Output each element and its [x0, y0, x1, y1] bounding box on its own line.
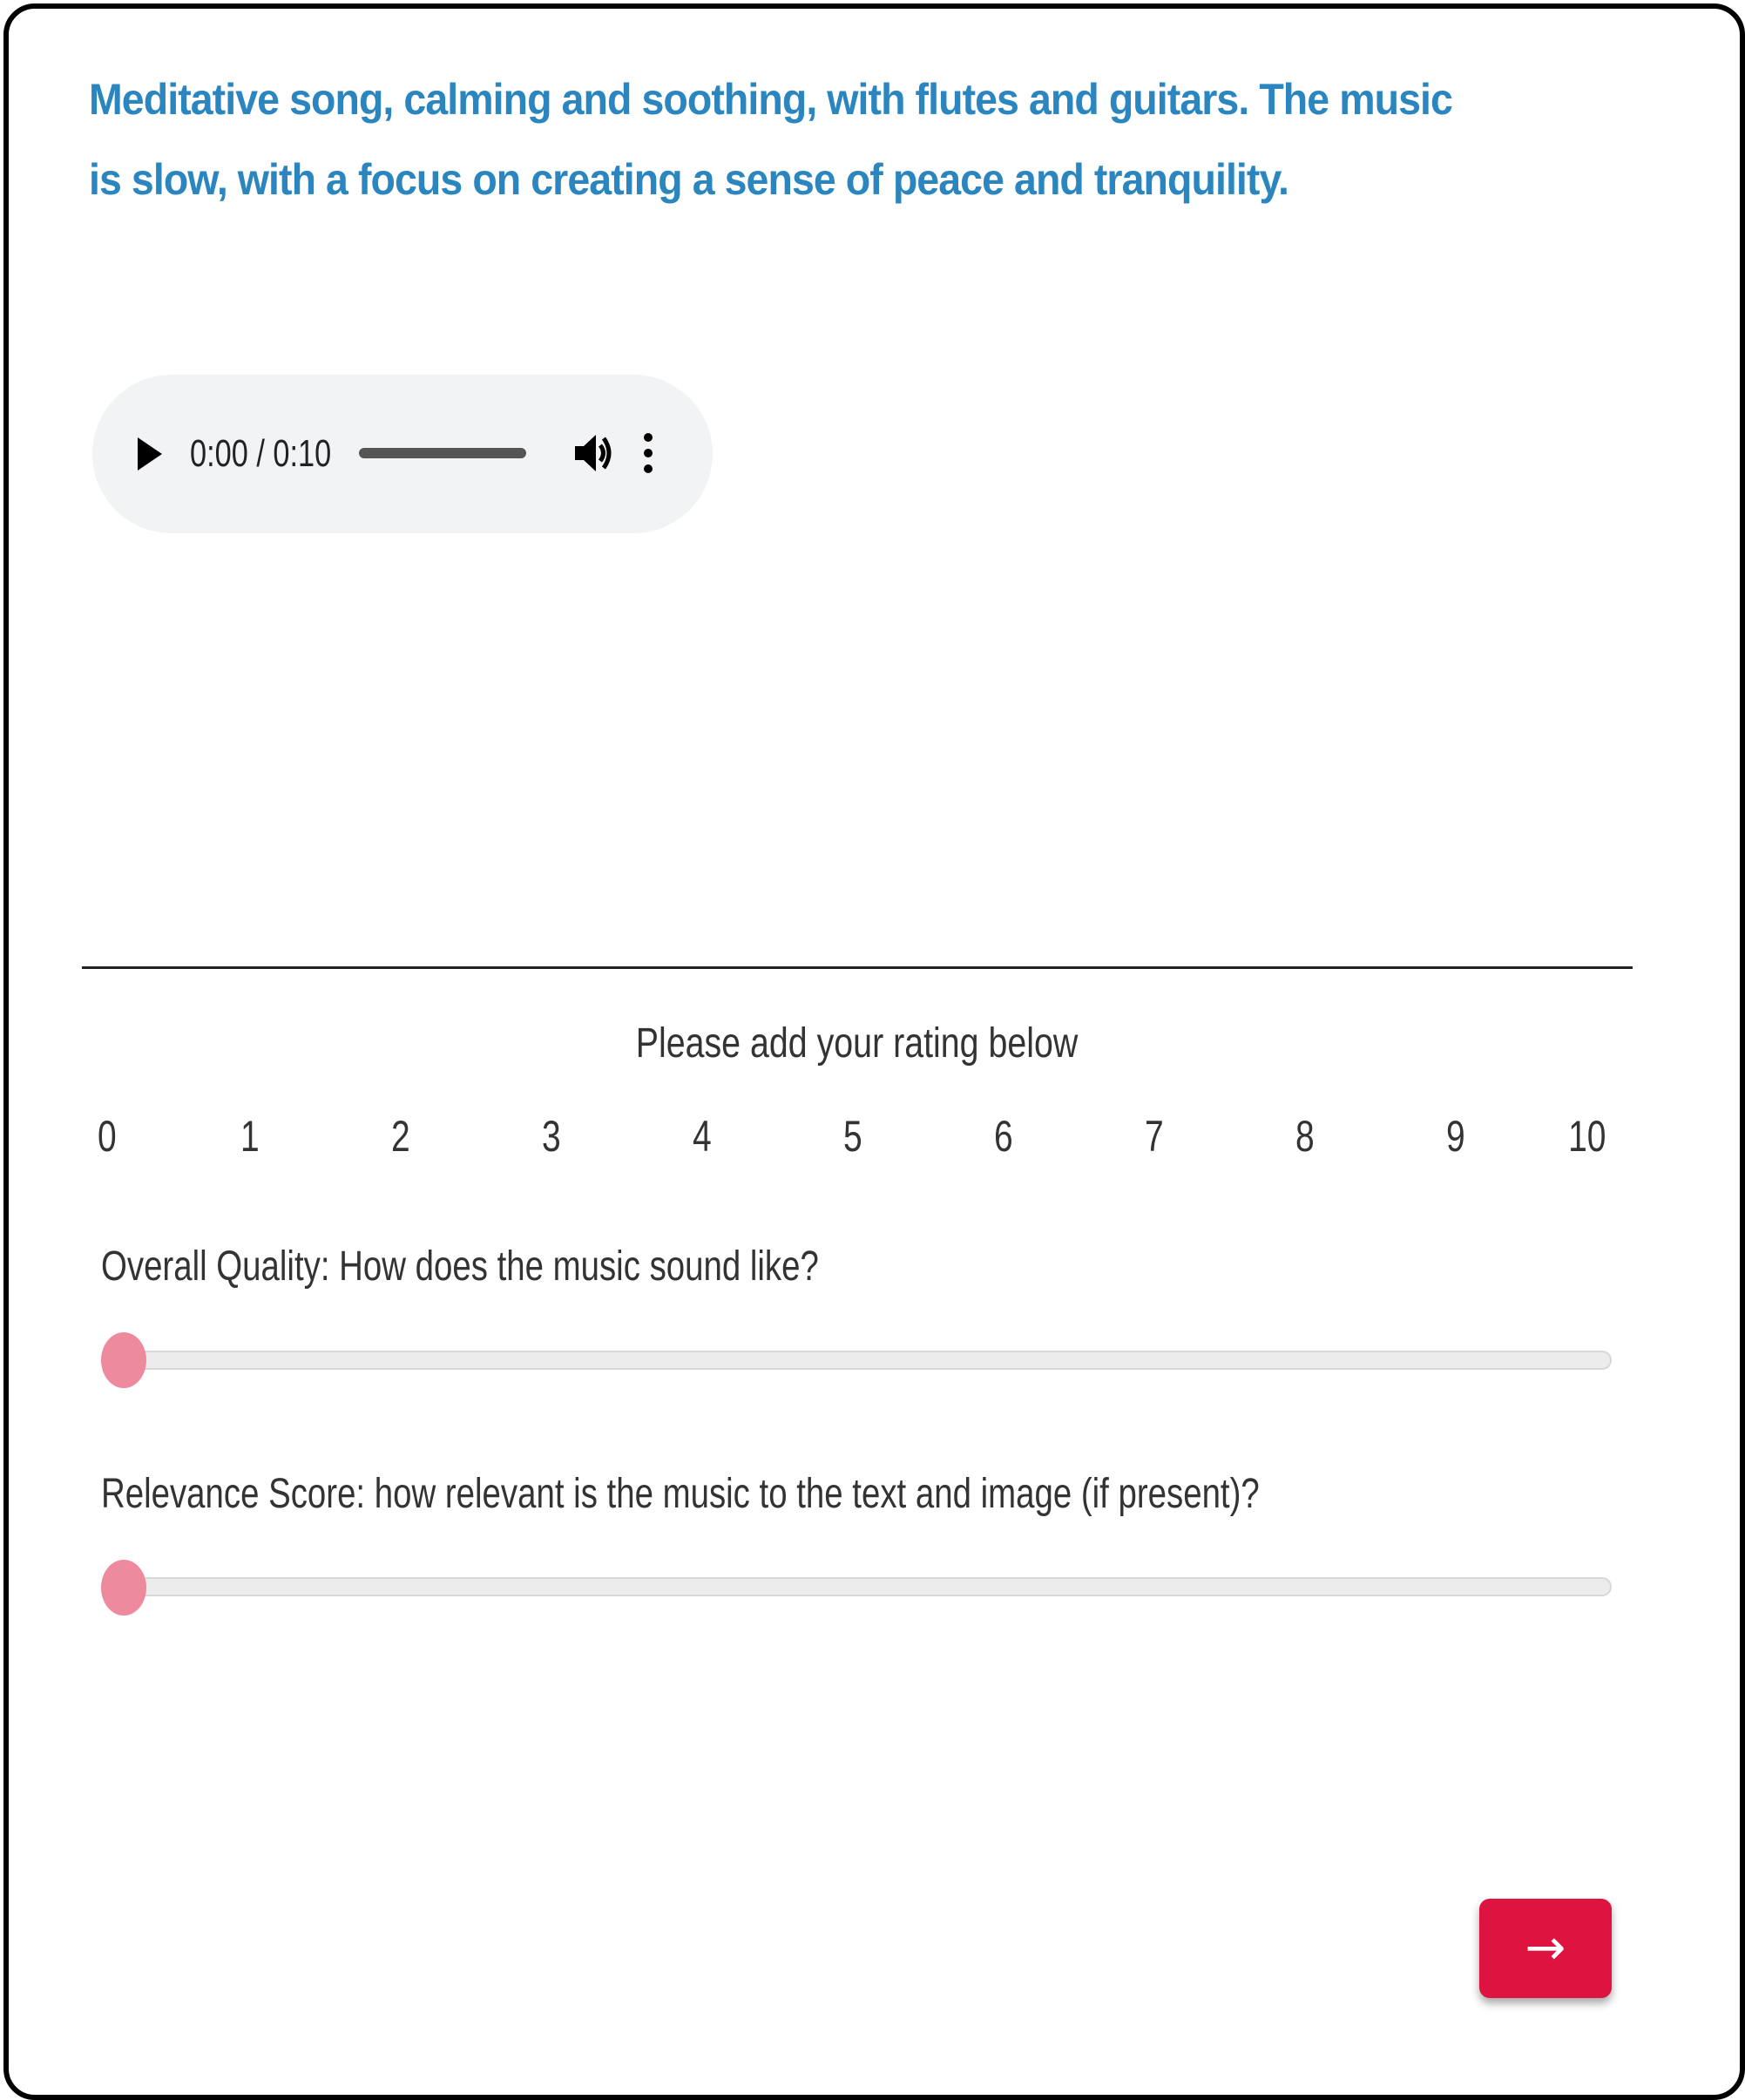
scale-label: 1 [240, 1112, 260, 1161]
next-button[interactable]: → [1479, 1899, 1612, 1998]
scale-label: 6 [994, 1112, 1013, 1161]
relevance-score-slider-thumb[interactable] [101, 1560, 146, 1616]
section-divider [82, 966, 1633, 969]
scale-label: 8 [1295, 1112, 1315, 1161]
relevance-score-slider[interactable] [101, 1577, 1612, 1596]
music-prompt-text: Meditative song, calming and soothing, with flutes and guitars. The music is slow, with a focus on creating a sense of peace and tranquility. [89, 75, 1452, 204]
relevance-score-label: Relevance Score: how relevant is the music to the text and image (if present)? [101, 1471, 1260, 1517]
scale-label: 3 [542, 1112, 561, 1161]
audio-progress-bar[interactable] [359, 448, 526, 458]
rating-heading [9, 1016, 1706, 1072]
volume-icon[interactable] [573, 430, 613, 476]
audio-time-display: 0:00 / 0:10 [190, 432, 332, 475]
scale-label: 5 [843, 1112, 862, 1161]
overall-quality-slider[interactable] [101, 1351, 1612, 1370]
overall-quality-label: Overall Quality: How does the music sound like? [101, 1243, 819, 1290]
audio-player [92, 375, 713, 533]
rating-heading-text: Please add your rating below [636, 1020, 1079, 1067]
scale-label: 9 [1446, 1112, 1465, 1161]
scale-label: 0 [98, 1112, 117, 1161]
overall-quality-slider-thumb[interactable] [101, 1332, 146, 1388]
scale-label: 2 [391, 1112, 410, 1161]
scale-label: 10 [1568, 1112, 1606, 1161]
survey-card [3, 3, 1745, 2100]
scale-label: 7 [1145, 1112, 1164, 1161]
scale-label: 4 [693, 1112, 712, 1161]
play-icon[interactable] [138, 437, 162, 471]
more-options-icon[interactable] [639, 430, 657, 476]
